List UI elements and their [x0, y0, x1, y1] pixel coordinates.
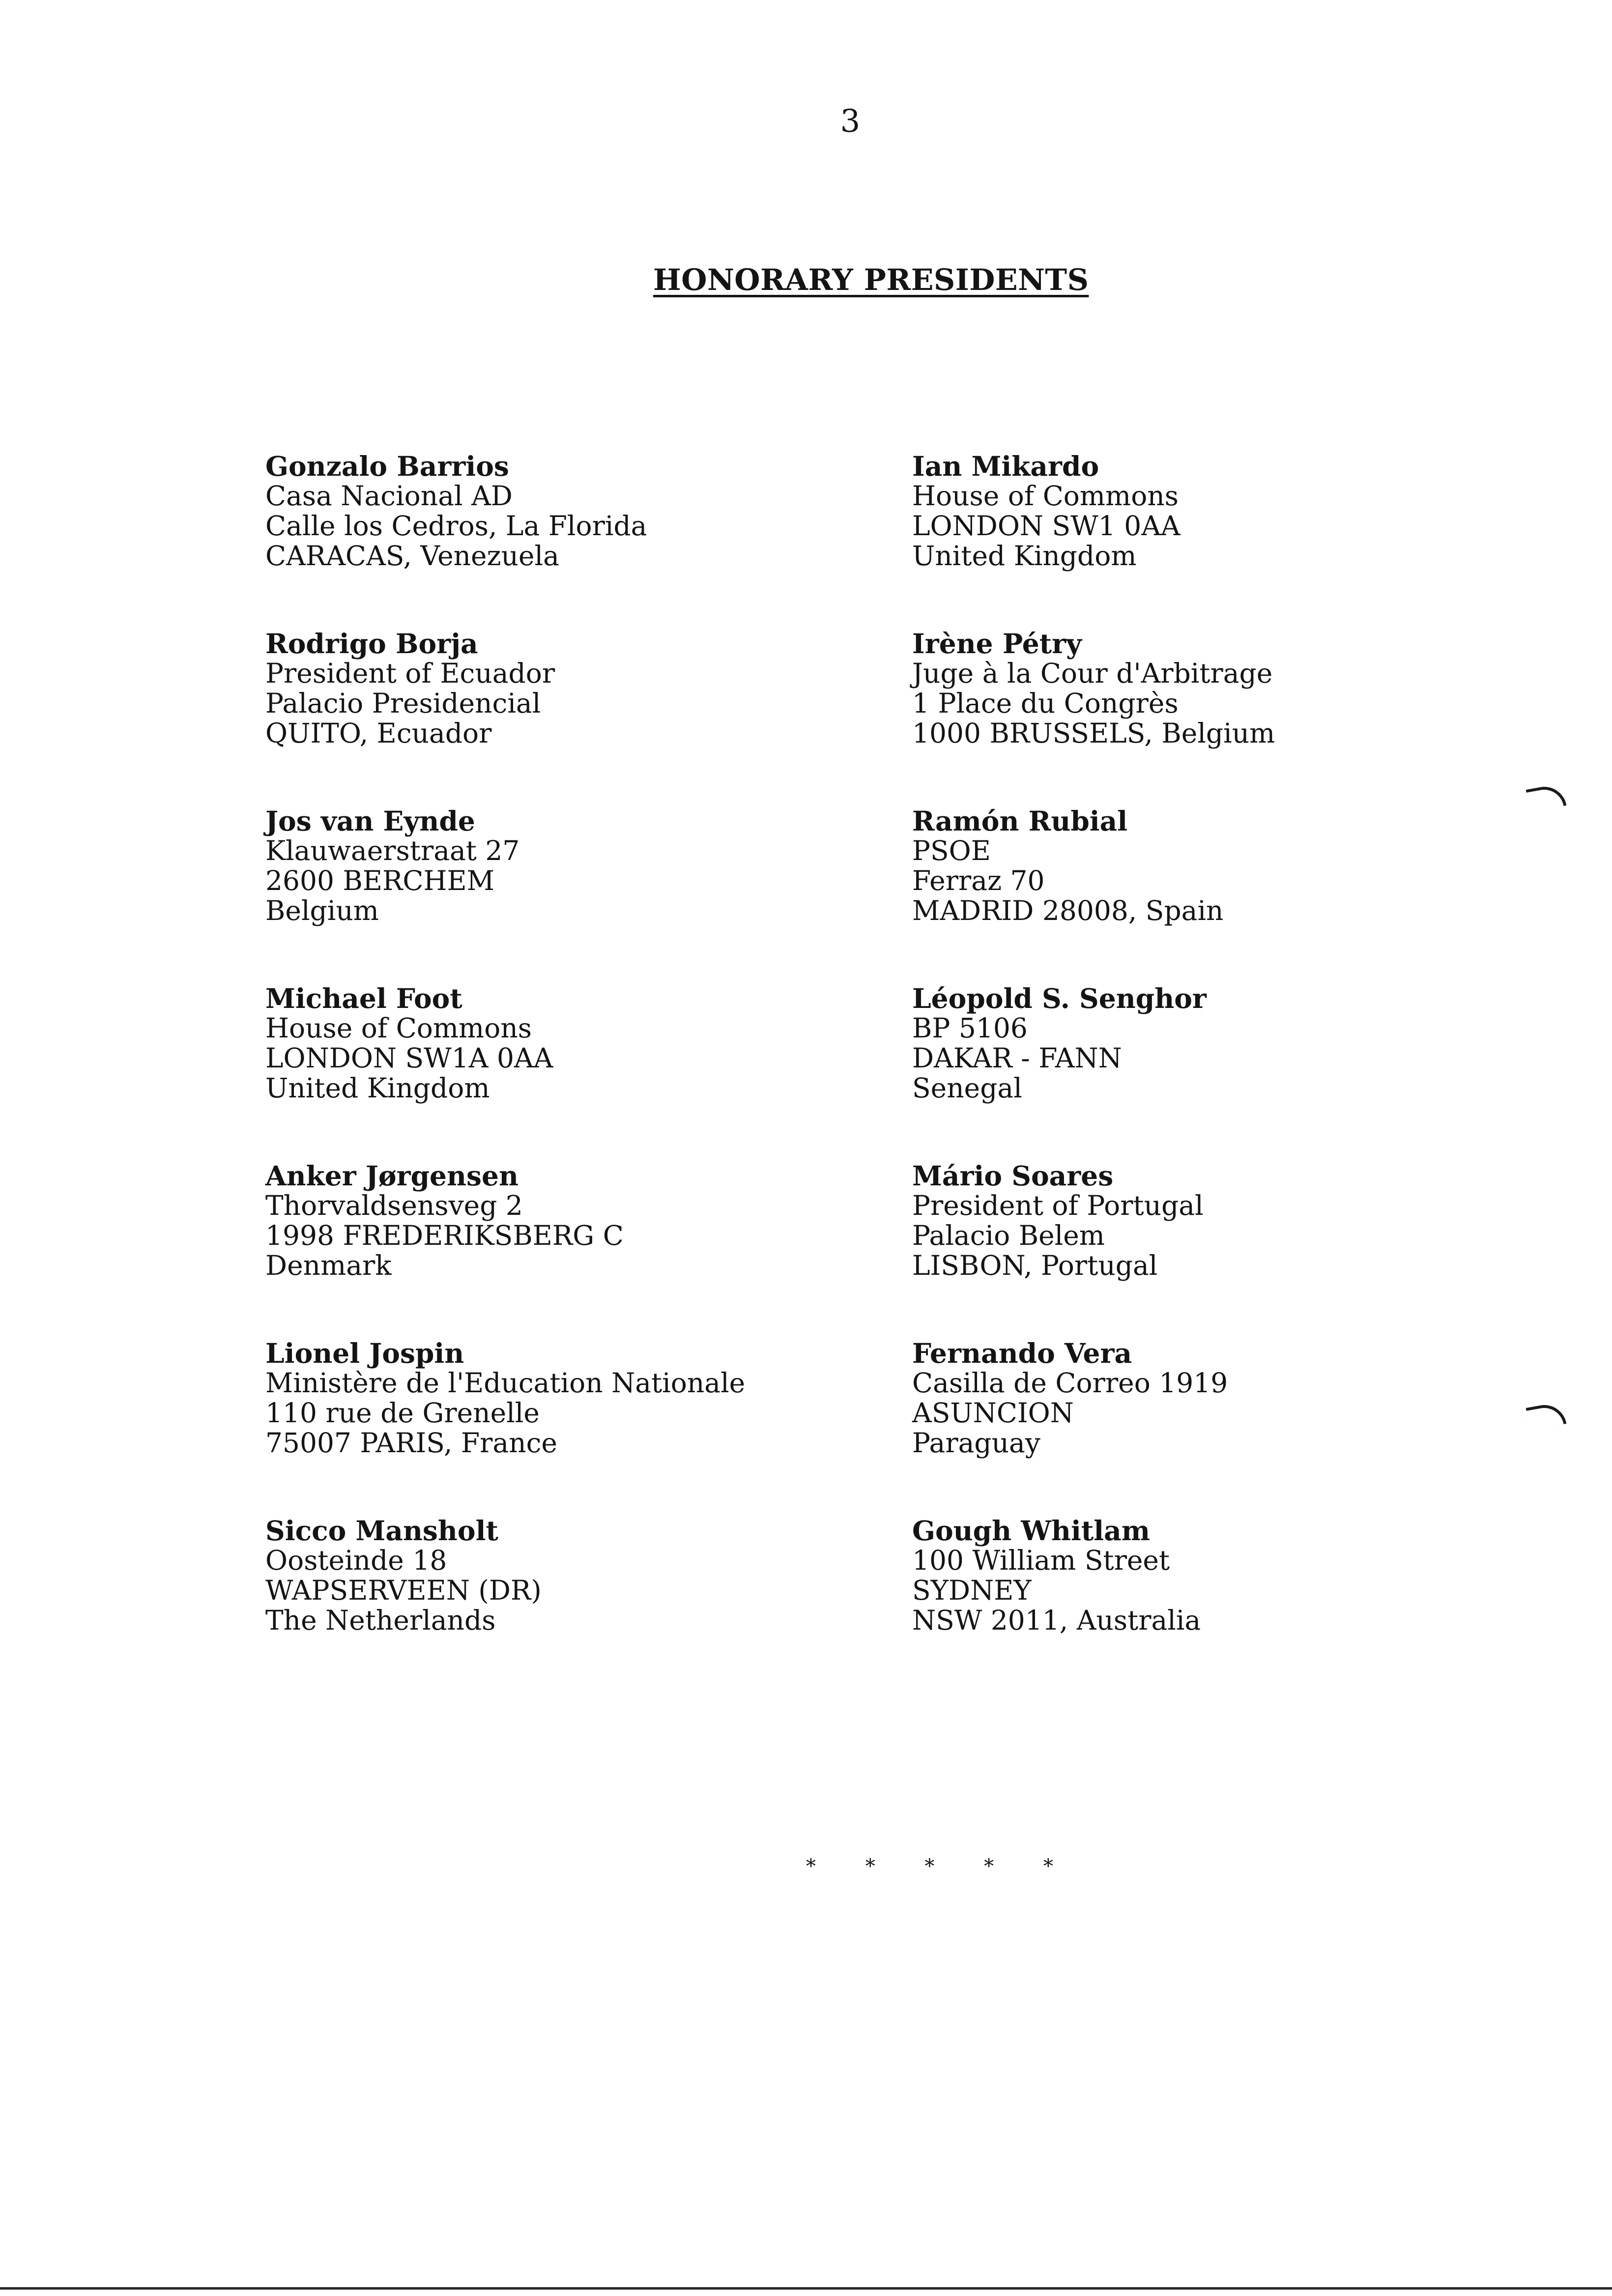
address-line: NSW 2011, Australia [912, 1605, 1201, 1636]
address-line: SYDNEY [912, 1575, 1032, 1606]
address-line: House of Commons [912, 480, 1179, 512]
entry-name: Irène Pétry [912, 628, 1082, 660]
address-line: Ferraz 70 [912, 865, 1045, 896]
address-line: MADRID 28008, Spain [912, 895, 1224, 926]
address-line: 1000 BRUSSELS, Belgium [912, 718, 1275, 749]
entry-name: Rodrigo Borja [265, 628, 478, 660]
page-title: HONORARY PRESIDENTS [653, 263, 1089, 297]
address-line: 75007 PARIS, France [265, 1427, 557, 1459]
page-number: 3 [840, 103, 861, 140]
entry-mario-soares [912, 1161, 1551, 1338]
address-line: Thorvaldsensveg 2 [265, 1190, 523, 1221]
entry-name: Gonzalo Barrios [265, 450, 509, 482]
entry-fernando-vera [912, 1338, 1551, 1516]
address-line: BP 5106 [912, 1012, 1028, 1044]
address-line: LISBON, Portugal [912, 1250, 1158, 1281]
asterisk-separator: * * * * * [806, 1855, 1075, 1878]
entry-ian-mikardo [912, 451, 1551, 629]
address-line: CARACAS, Venezuela [265, 540, 559, 572]
address-line: Ministère de l'Education Nationale [265, 1367, 746, 1399]
address-line: ASUNCION [912, 1397, 1074, 1429]
entry-leopold-senghor [912, 983, 1551, 1161]
address-line: Denmark [265, 1250, 392, 1281]
entry-sicco-mansholt [265, 1516, 904, 1693]
address-line: DAKAR - FANN [912, 1042, 1122, 1074]
address-line: Paraguay [912, 1427, 1040, 1459]
address-line: 100 William Street [912, 1545, 1170, 1576]
entry-name: Anker Jørgensen [265, 1160, 518, 1192]
entry-name: Fernando Vera [912, 1337, 1132, 1369]
entry-gough-whitlam [912, 1516, 1551, 1693]
address-line: QUITO, Ecuador [265, 718, 492, 749]
entry-lionel-jospin [265, 1338, 904, 1516]
entry-michael-foot [265, 983, 904, 1161]
address-line: LONDON SW1A 0AA [265, 1042, 553, 1074]
address-line: House of Commons [265, 1012, 532, 1044]
address-line: President of Portugal [912, 1190, 1204, 1221]
address-line: Palacio Belem [912, 1220, 1105, 1251]
address-line: 2600 BERCHEM [265, 865, 494, 896]
left-column [265, 451, 904, 1693]
address-line: PSOE [912, 835, 991, 866]
entry-name: Jos van Eynde [265, 805, 475, 837]
entry-gonzalo-barrios [265, 451, 904, 629]
address-line: Belgium [265, 895, 379, 926]
address-line: Casilla de Correo 1919 [912, 1367, 1228, 1399]
bottom-rule [0, 2287, 1612, 2290]
entry-jos-van-eynde [265, 806, 904, 983]
address-line: 1998 FREDERIKSBERG C [265, 1220, 624, 1251]
address-line: WAPSERVEEN (DR) [265, 1575, 542, 1606]
entry-irene-petry [912, 629, 1551, 806]
address-line: Oosteinde 18 [265, 1545, 447, 1576]
entry-name: Lionel Jospin [265, 1337, 464, 1369]
entry-name: Sicco Mansholt [265, 1515, 498, 1547]
right-column [912, 451, 1551, 1693]
address-line: 110 rue de Grenelle [265, 1397, 540, 1429]
address-line: President of Ecuador [265, 658, 555, 689]
entry-name: Ramón Rubial [912, 805, 1128, 837]
address-line: United Kingdom [265, 1072, 490, 1104]
entry-anker-jorgensen [265, 1161, 904, 1338]
address-line: Calle los Cedros, La Florida [265, 510, 647, 542]
entry-name: Gough Whitlam [912, 1515, 1151, 1547]
address-line: Juge à la Cour d'Arbitrage [912, 658, 1273, 689]
entry-name: Ian Mikardo [912, 450, 1099, 482]
address-line: Klauwaerstraat 27 [265, 835, 520, 866]
address-line: Senegal [912, 1072, 1022, 1104]
address-line: 1 Place du Congrès [912, 688, 1179, 719]
entry-name: Mário Soares [912, 1160, 1114, 1192]
address-line: The Netherlands [265, 1605, 496, 1636]
address-line: Palacio Presidencial [265, 688, 541, 719]
address-line: United Kingdom [912, 540, 1137, 572]
address-line: LONDON SW1 0AA [912, 510, 1180, 542]
entry-name: Michael Foot [265, 982, 462, 1014]
entry-rodrigo-borja [265, 629, 904, 806]
address-line: Casa Nacional AD [265, 480, 513, 512]
entry-name: Léopold S. Senghor [912, 982, 1207, 1014]
entry-ramon-rubial [912, 806, 1551, 983]
